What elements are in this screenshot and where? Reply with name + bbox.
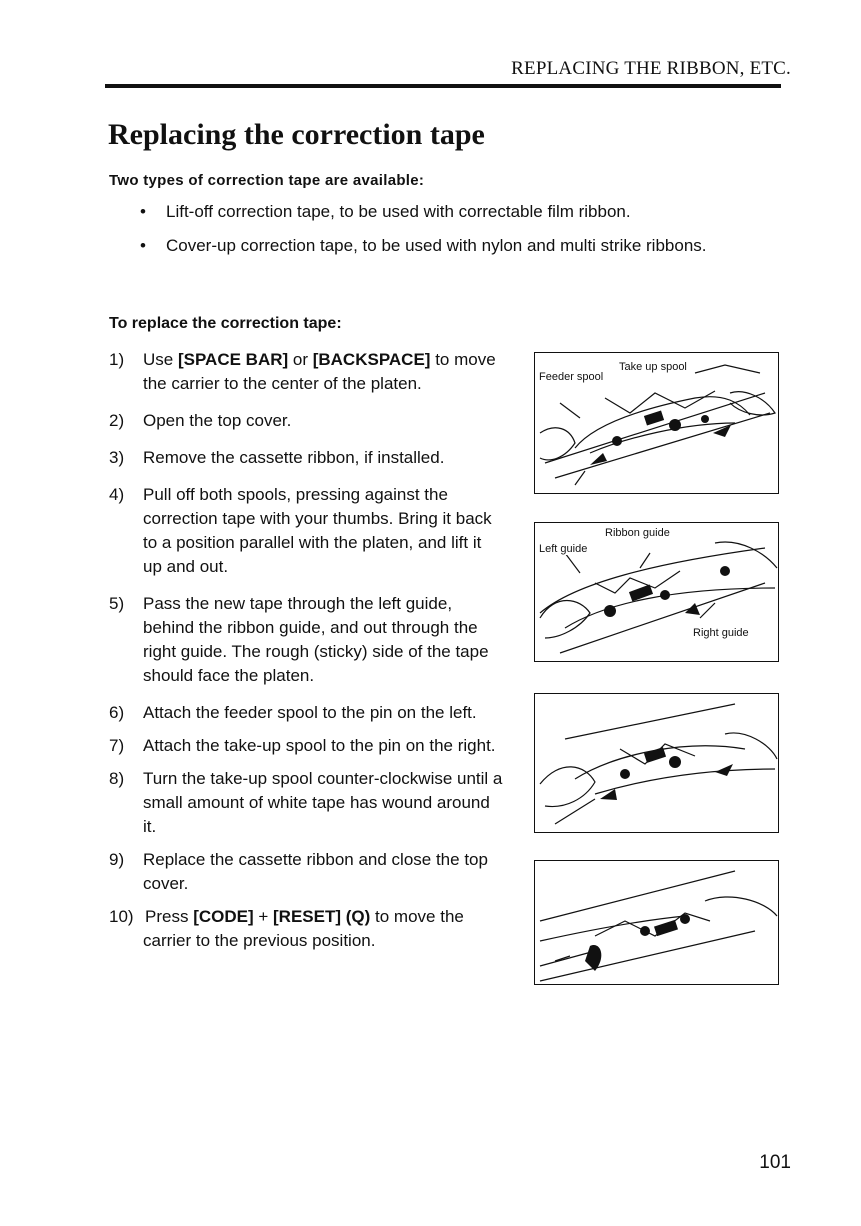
running-header: REPLACING THE RIBBON, ETC. bbox=[511, 58, 791, 79]
key-code: [CODE] bbox=[193, 907, 254, 926]
figure-remove-spools bbox=[534, 352, 779, 494]
key-reset: [RESET] bbox=[273, 907, 342, 926]
step-8: 8) Turn the take-up spool counter-clockwise until a small amount of white tape has wound around it. bbox=[109, 769, 503, 836]
label-feeder-spool: Feeder spool bbox=[539, 371, 604, 383]
page-number: 101 bbox=[759, 1152, 791, 1173]
figure-close-cover bbox=[534, 860, 779, 985]
list-item: • Lift-off correction tape, to be used with correctable film ribbon. bbox=[140, 202, 631, 221]
figure-attach-spools bbox=[534, 693, 779, 833]
key-backspace: [BACKSPACE] bbox=[312, 350, 431, 369]
step-5: 5) Pass the new tape through the left guide, behind the ribbon guide, and out through the right guide. The rough (sticky) side of the tape should face the platen. bbox=[109, 594, 489, 685]
step-9: 9) Replace the cassette ribbon and close the top cover. bbox=[109, 850, 488, 893]
bullet-icon: • bbox=[140, 236, 146, 255]
key-space-bar: [SPACE BAR] bbox=[177, 350, 289, 369]
step-2: 2) Open the top cover. bbox=[109, 411, 292, 430]
label-left-guide: Left guide bbox=[539, 543, 588, 555]
tape-types-list bbox=[140, 202, 707, 270]
step-4: 4) Pull off both spools, pressing against the correction tape with your thumbs. Bring it back to a position parallel with the platen, and lift it up and out. bbox=[109, 485, 492, 576]
label-take-up-spool: Take up spool bbox=[619, 361, 687, 373]
list-item: • Cover-up correction tape, to be used with nylon and multi strike ribbons. bbox=[140, 236, 707, 255]
key-q: (Q) bbox=[345, 907, 371, 926]
step-10: 10) Press [CODE] + [RESET] (Q) to move the carrier to the previous position. bbox=[109, 907, 464, 950]
step-1: 1) Use [SPACE BAR] or [BACKSPACE] to move the carrier to the center of the platen. bbox=[109, 350, 496, 393]
intro-text: Two types of correction tape are available: bbox=[109, 172, 425, 189]
step-6: 6) Attach the feeder spool to the pin on the left. bbox=[109, 703, 477, 722]
header-rule bbox=[105, 84, 781, 88]
page-title: Replacing the correction tape bbox=[108, 118, 485, 151]
label-ribbon-guide: Ribbon guide bbox=[605, 527, 670, 539]
figure-thread-tape bbox=[534, 522, 779, 662]
step-7: 7) Attach the take-up spool to the pin on the right. bbox=[109, 736, 496, 755]
bullet-icon: • bbox=[140, 202, 146, 221]
step-3: 3) Remove the cassette ribbon, if installed. bbox=[109, 448, 445, 467]
label-right-guide: Right guide bbox=[693, 627, 749, 639]
spool-attach-illustration bbox=[535, 694, 779, 833]
procedure-heading: To replace the correction tape: bbox=[109, 315, 342, 332]
cassette-replaced-illustration bbox=[535, 861, 779, 985]
steps-list bbox=[109, 348, 504, 966]
